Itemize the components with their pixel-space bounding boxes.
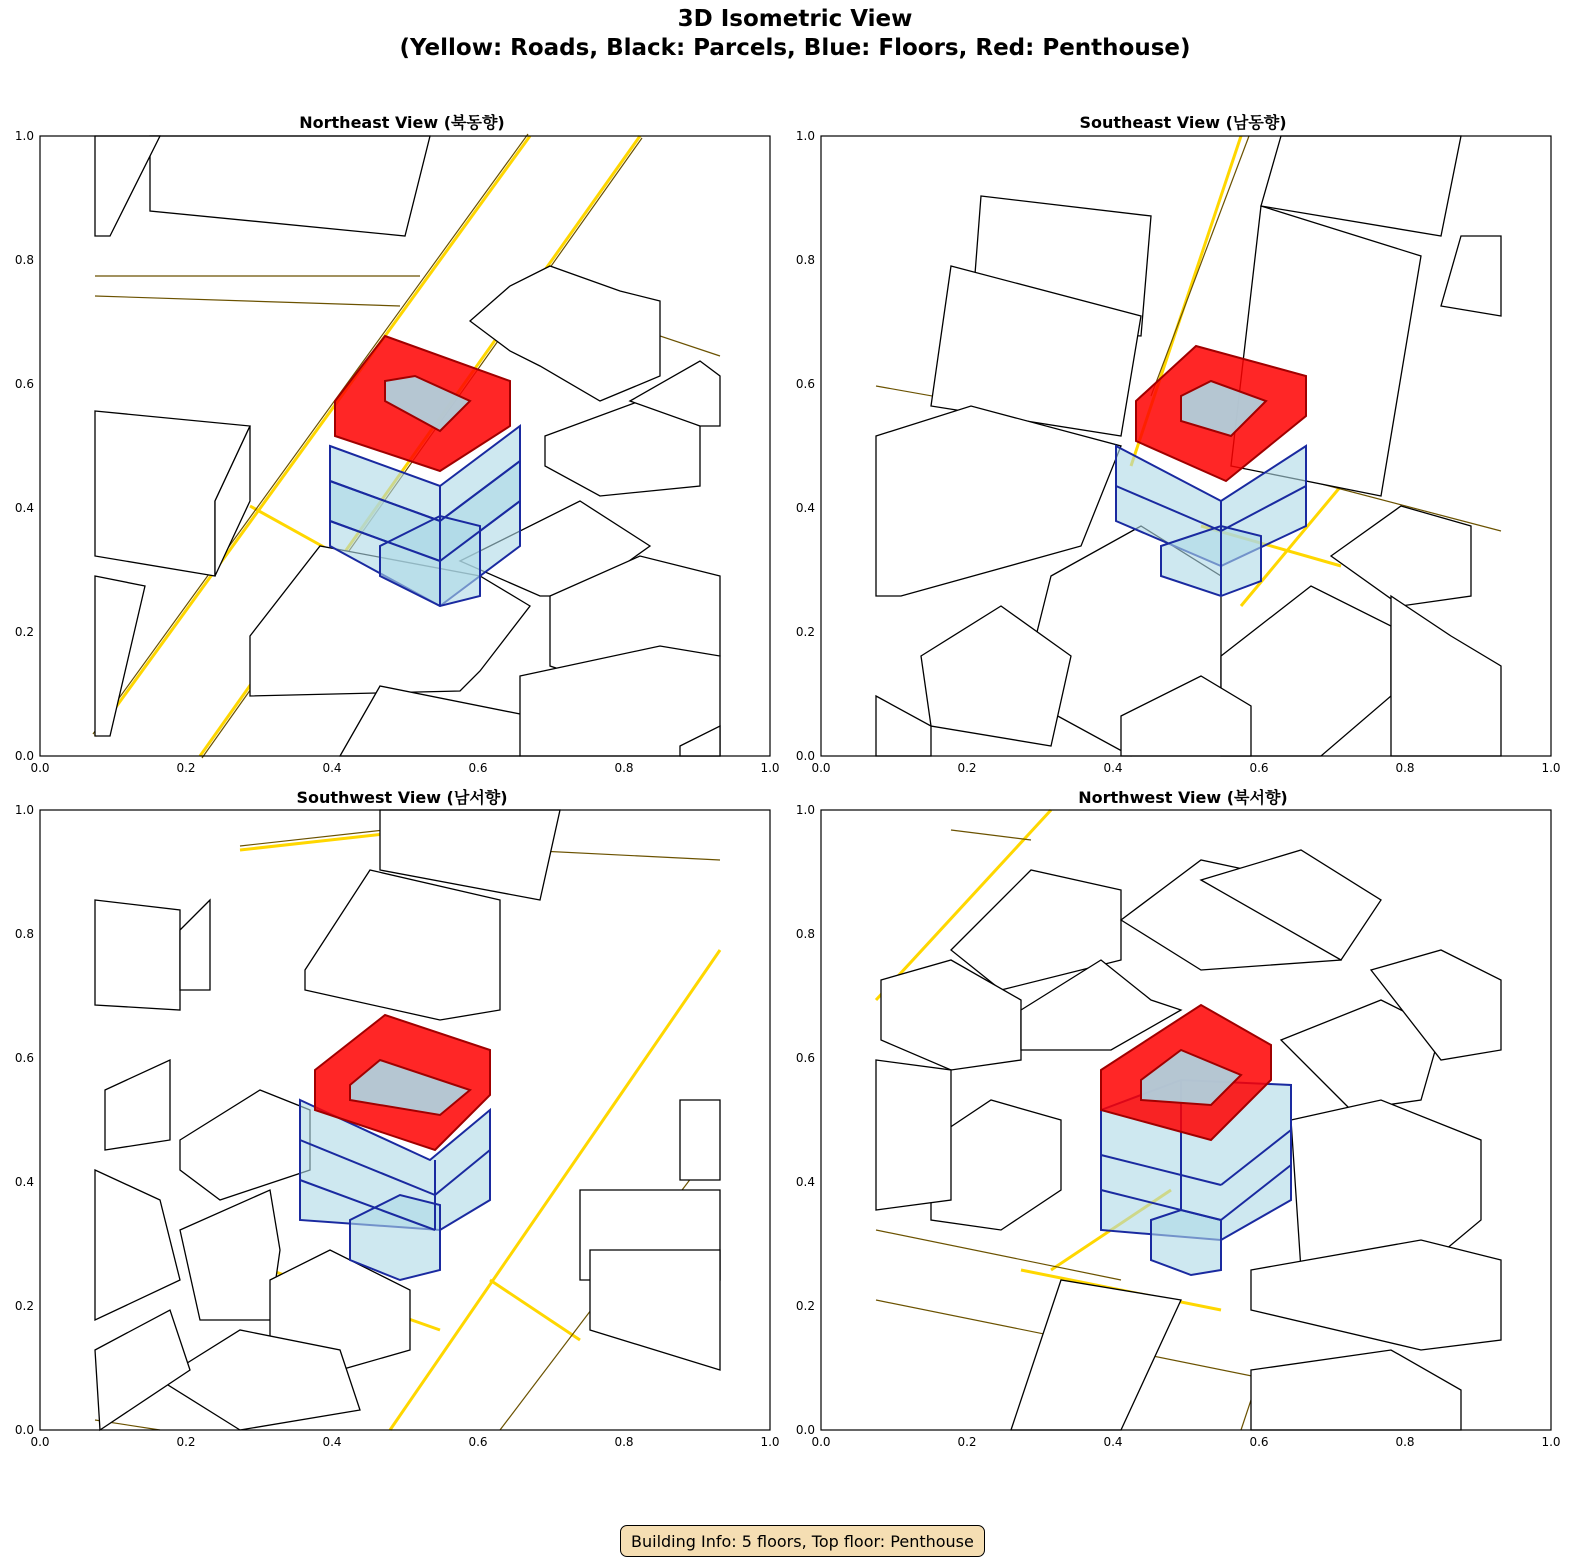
y-tick: 0.8 (795, 927, 815, 941)
panel-southwest (0, 804, 790, 1454)
y-tick: 1.0 (14, 803, 34, 817)
y-tick: 0.6 (14, 1051, 34, 1065)
plot-area-northwest (796, 803, 1561, 1449)
y-tick: 1.0 (795, 803, 815, 817)
x-tick: 0.4 (322, 761, 342, 775)
panel-northeast (0, 130, 790, 780)
y-tick: 0.2 (795, 1299, 815, 1313)
x-tick: 0.0 (30, 761, 50, 775)
x-tick: 0.4 (322, 1435, 342, 1449)
x-tick-labels-northeast (30, 761, 779, 775)
building-info-box: Building Info: 5 floors, Top floor: Penthouse (620, 1525, 985, 1557)
panel-title-southeast: Southeast View (남동향) (1079, 113, 1287, 132)
y-tick: 0.6 (795, 377, 815, 391)
y-tick: 0.0 (14, 1423, 34, 1437)
figure-title (0, 5, 1590, 63)
x-tick: 1.0 (1541, 1435, 1561, 1449)
x-tick: 0.4 (1103, 761, 1123, 775)
x-tick: 0.0 (811, 761, 831, 775)
y-tick-labels-southeast (796, 129, 815, 763)
x-tick: 0.8 (1395, 1435, 1415, 1449)
y-tick: 0.2 (14, 1299, 34, 1313)
panel-southeast (781, 130, 1571, 780)
x-tick: 0.8 (1395, 761, 1415, 775)
x-tick: 0.0 (811, 1435, 831, 1449)
x-tick: 1.0 (760, 1435, 780, 1449)
y-tick-labels-southwest (15, 803, 34, 1437)
y-tick: 0.2 (795, 625, 815, 639)
y-tick: 0.0 (795, 1423, 815, 1437)
x-tick: 0.0 (30, 1435, 50, 1449)
y-tick: 0.4 (795, 501, 815, 515)
y-tick: 0.8 (795, 253, 815, 267)
y-tick: 0.4 (795, 1175, 815, 1189)
figure-title-line2: (Yellow: Roads, Black: Parcels, Blue: Floors, Red: Penthouse) (399, 35, 1191, 61)
panel-northwest (781, 804, 1571, 1454)
x-tick: 0.2 (176, 761, 196, 775)
plot-area-northeast (15, 129, 780, 775)
y-tick-labels-northeast (15, 129, 34, 763)
panel-title-southwest: Southwest View (남서향) (296, 788, 508, 807)
y-tick: 0.4 (14, 501, 34, 515)
x-tick: 0.6 (1249, 761, 1269, 775)
x-tick: 1.0 (760, 761, 780, 775)
x-tick: 0.6 (1249, 1435, 1269, 1449)
x-tick: 1.0 (1541, 761, 1561, 775)
x-tick-labels-southeast (811, 761, 1560, 775)
x-tick: 0.6 (468, 761, 488, 775)
x-tick: 0.6 (468, 1435, 488, 1449)
y-tick: 0.0 (795, 749, 815, 763)
y-tick: 0.2 (14, 625, 34, 639)
x-tick: 0.4 (1103, 1435, 1123, 1449)
plot-area-southeast (796, 129, 1561, 775)
y-tick: 0.8 (14, 927, 34, 941)
panel-title-northwest: Northwest View (북서향) (1078, 788, 1288, 807)
figure-title-line1: 3D Isometric View (677, 6, 913, 32)
x-tick: 0.8 (614, 1435, 634, 1449)
y-tick-labels-northwest (796, 803, 815, 1437)
panel-title-northeast: Northeast View (북동향) (299, 113, 505, 132)
x-tick: 0.8 (614, 761, 634, 775)
x-tick: 0.2 (176, 1435, 196, 1449)
y-tick: 0.6 (14, 377, 34, 391)
y-tick: 1.0 (14, 129, 34, 143)
y-tick: 0.4 (14, 1175, 34, 1189)
y-tick: 0.0 (14, 749, 34, 763)
x-tick: 0.2 (957, 1435, 977, 1449)
x-tick-labels-northwest (811, 1435, 1560, 1449)
x-tick: 0.2 (957, 761, 977, 775)
y-tick: 1.0 (795, 129, 815, 143)
y-tick: 0.6 (795, 1051, 815, 1065)
y-tick: 0.8 (14, 253, 34, 267)
plot-area-southwest (15, 803, 780, 1449)
x-tick-labels-southwest (30, 1435, 779, 1449)
